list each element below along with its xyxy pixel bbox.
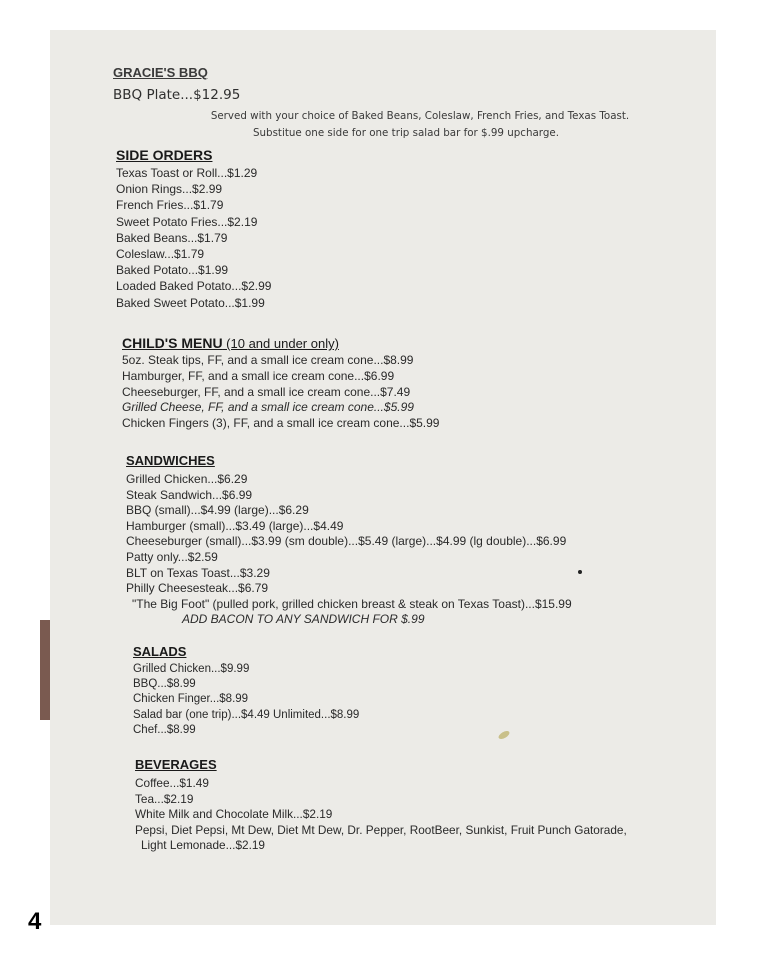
list-item: BLT on Texas Toast...$3.29 bbox=[126, 565, 270, 580]
bbq-plate-price: BBQ Plate...$12.95 bbox=[113, 87, 241, 103]
list-item: Cheeseburger (small)...$3.99 (sm double)...$5.49 (large)...$4.99 (lg double)...$6.99 bbox=[126, 534, 567, 549]
list-item: 5oz. Steak tips, FF, and a small ice cream cone...$8.99 bbox=[122, 353, 414, 367]
beverages-heading: BEVERAGES bbox=[135, 757, 217, 772]
salads-heading: SALADS bbox=[133, 644, 187, 659]
beverages-section bbox=[135, 757, 627, 854]
childs-menu-age-note: (10 and under only) bbox=[222, 336, 339, 351]
list-item: BBQ (small)...$4.99 (large)...$6.29 bbox=[126, 503, 309, 518]
list-item: Cheeseburger, FF, and a small ice cream cone...$7.49 bbox=[122, 384, 411, 399]
bacon-addon-note: ADD BACON TO ANY SANDWICH FOR $.99 bbox=[182, 612, 425, 627]
restaurant-name: GRACIE'S BBQ bbox=[113, 65, 208, 80]
list-item: Chicken Fingers (3), FF, and a small ice cream cone...$5.99 bbox=[122, 416, 440, 431]
childs-menu-title: CHILD'S MENU bbox=[122, 335, 223, 351]
plate-sides-note: Served with your choice of Baked Beans, Coleslaw, French Fries, and Texas Toast. bbox=[210, 110, 630, 122]
list-item: Hamburger, FF, and a small ice cream cone...$6.99 bbox=[122, 368, 395, 383]
list-item: Sweet Potato Fries...$2.19 bbox=[116, 214, 258, 229]
childs-menu-list bbox=[122, 353, 439, 432]
list-item: Philly Cheesesteak...$6.79 bbox=[126, 581, 269, 596]
menu-page bbox=[50, 30, 716, 925]
childs-menu-section bbox=[122, 335, 439, 432]
salads-section bbox=[133, 644, 359, 738]
list-item: Texas Toast or Roll...$1.29 bbox=[116, 166, 258, 180]
list-item: Baked Sweet Potato...$1.99 bbox=[116, 295, 265, 310]
list-item: White Milk and Chocolate Milk...$2.19 bbox=[135, 807, 333, 822]
list-item: Light Lemonade...$2.19 bbox=[141, 838, 265, 853]
list-item: Hamburger (small)...$3.49 (large)...$4.49 bbox=[126, 518, 344, 533]
side-orders-list bbox=[116, 165, 271, 311]
side-orders-heading: SIDE ORDERS bbox=[116, 147, 213, 163]
childs-menu-heading bbox=[122, 335, 439, 351]
list-item: Grilled Cheese, FF, and a small ice cream cone...$5.99 bbox=[122, 400, 414, 415]
page-number: 4 bbox=[28, 908, 42, 935]
list-item: BBQ...$8.99 bbox=[133, 678, 196, 691]
list-item: Coffee...$1.49 bbox=[135, 776, 209, 790]
list-item: "The Big Foot" (pulled pork, grilled chicken breast & steak on Texas Toast)...$15.99 bbox=[132, 596, 572, 611]
list-item: Patty only...$2.59 bbox=[126, 549, 218, 564]
sandwiches-section bbox=[126, 453, 572, 628]
list-item: Baked Potato...$1.99 bbox=[116, 263, 229, 278]
sandwiches-heading: SANDWICHES bbox=[126, 453, 215, 468]
stray-dot-mark bbox=[578, 570, 582, 574]
salads-list bbox=[133, 662, 359, 738]
salad-bar-substitution-note: Substitue one side for one trip salad bar for $.99 upcharge. bbox=[252, 127, 560, 139]
list-item: French Fries...$1.79 bbox=[116, 198, 224, 213]
list-item: Chef...$8.99 bbox=[133, 723, 196, 736]
list-item: Steak Sandwich...$6.99 bbox=[126, 487, 253, 502]
sandwiches-list bbox=[126, 472, 572, 628]
list-item: Chicken Finger...$8.99 bbox=[133, 693, 249, 706]
list-item: Grilled Chicken...$6.29 bbox=[126, 472, 248, 486]
side-orders-section bbox=[116, 147, 271, 311]
list-item: Tea...$2.19 bbox=[135, 791, 194, 806]
list-item: Baked Beans...$1.79 bbox=[116, 230, 228, 245]
beverages-list bbox=[135, 776, 627, 854]
list-item: Pepsi, Diet Pepsi, Mt Dew, Diet Mt Dew, Dr. Pepper, RootBeer, Sunkist, Fruit Punch Gatorade, bbox=[135, 822, 627, 837]
list-item: Coleslaw...$1.79 bbox=[116, 247, 205, 262]
list-item: Grilled Chicken...$9.99 bbox=[133, 663, 250, 675]
list-item: Salad bar (one trip)...$4.49 Unlimited...$8.99 bbox=[133, 708, 360, 721]
list-item: Loaded Baked Potato...$2.99 bbox=[116, 279, 272, 294]
list-item: Onion Rings...$2.99 bbox=[116, 182, 223, 197]
